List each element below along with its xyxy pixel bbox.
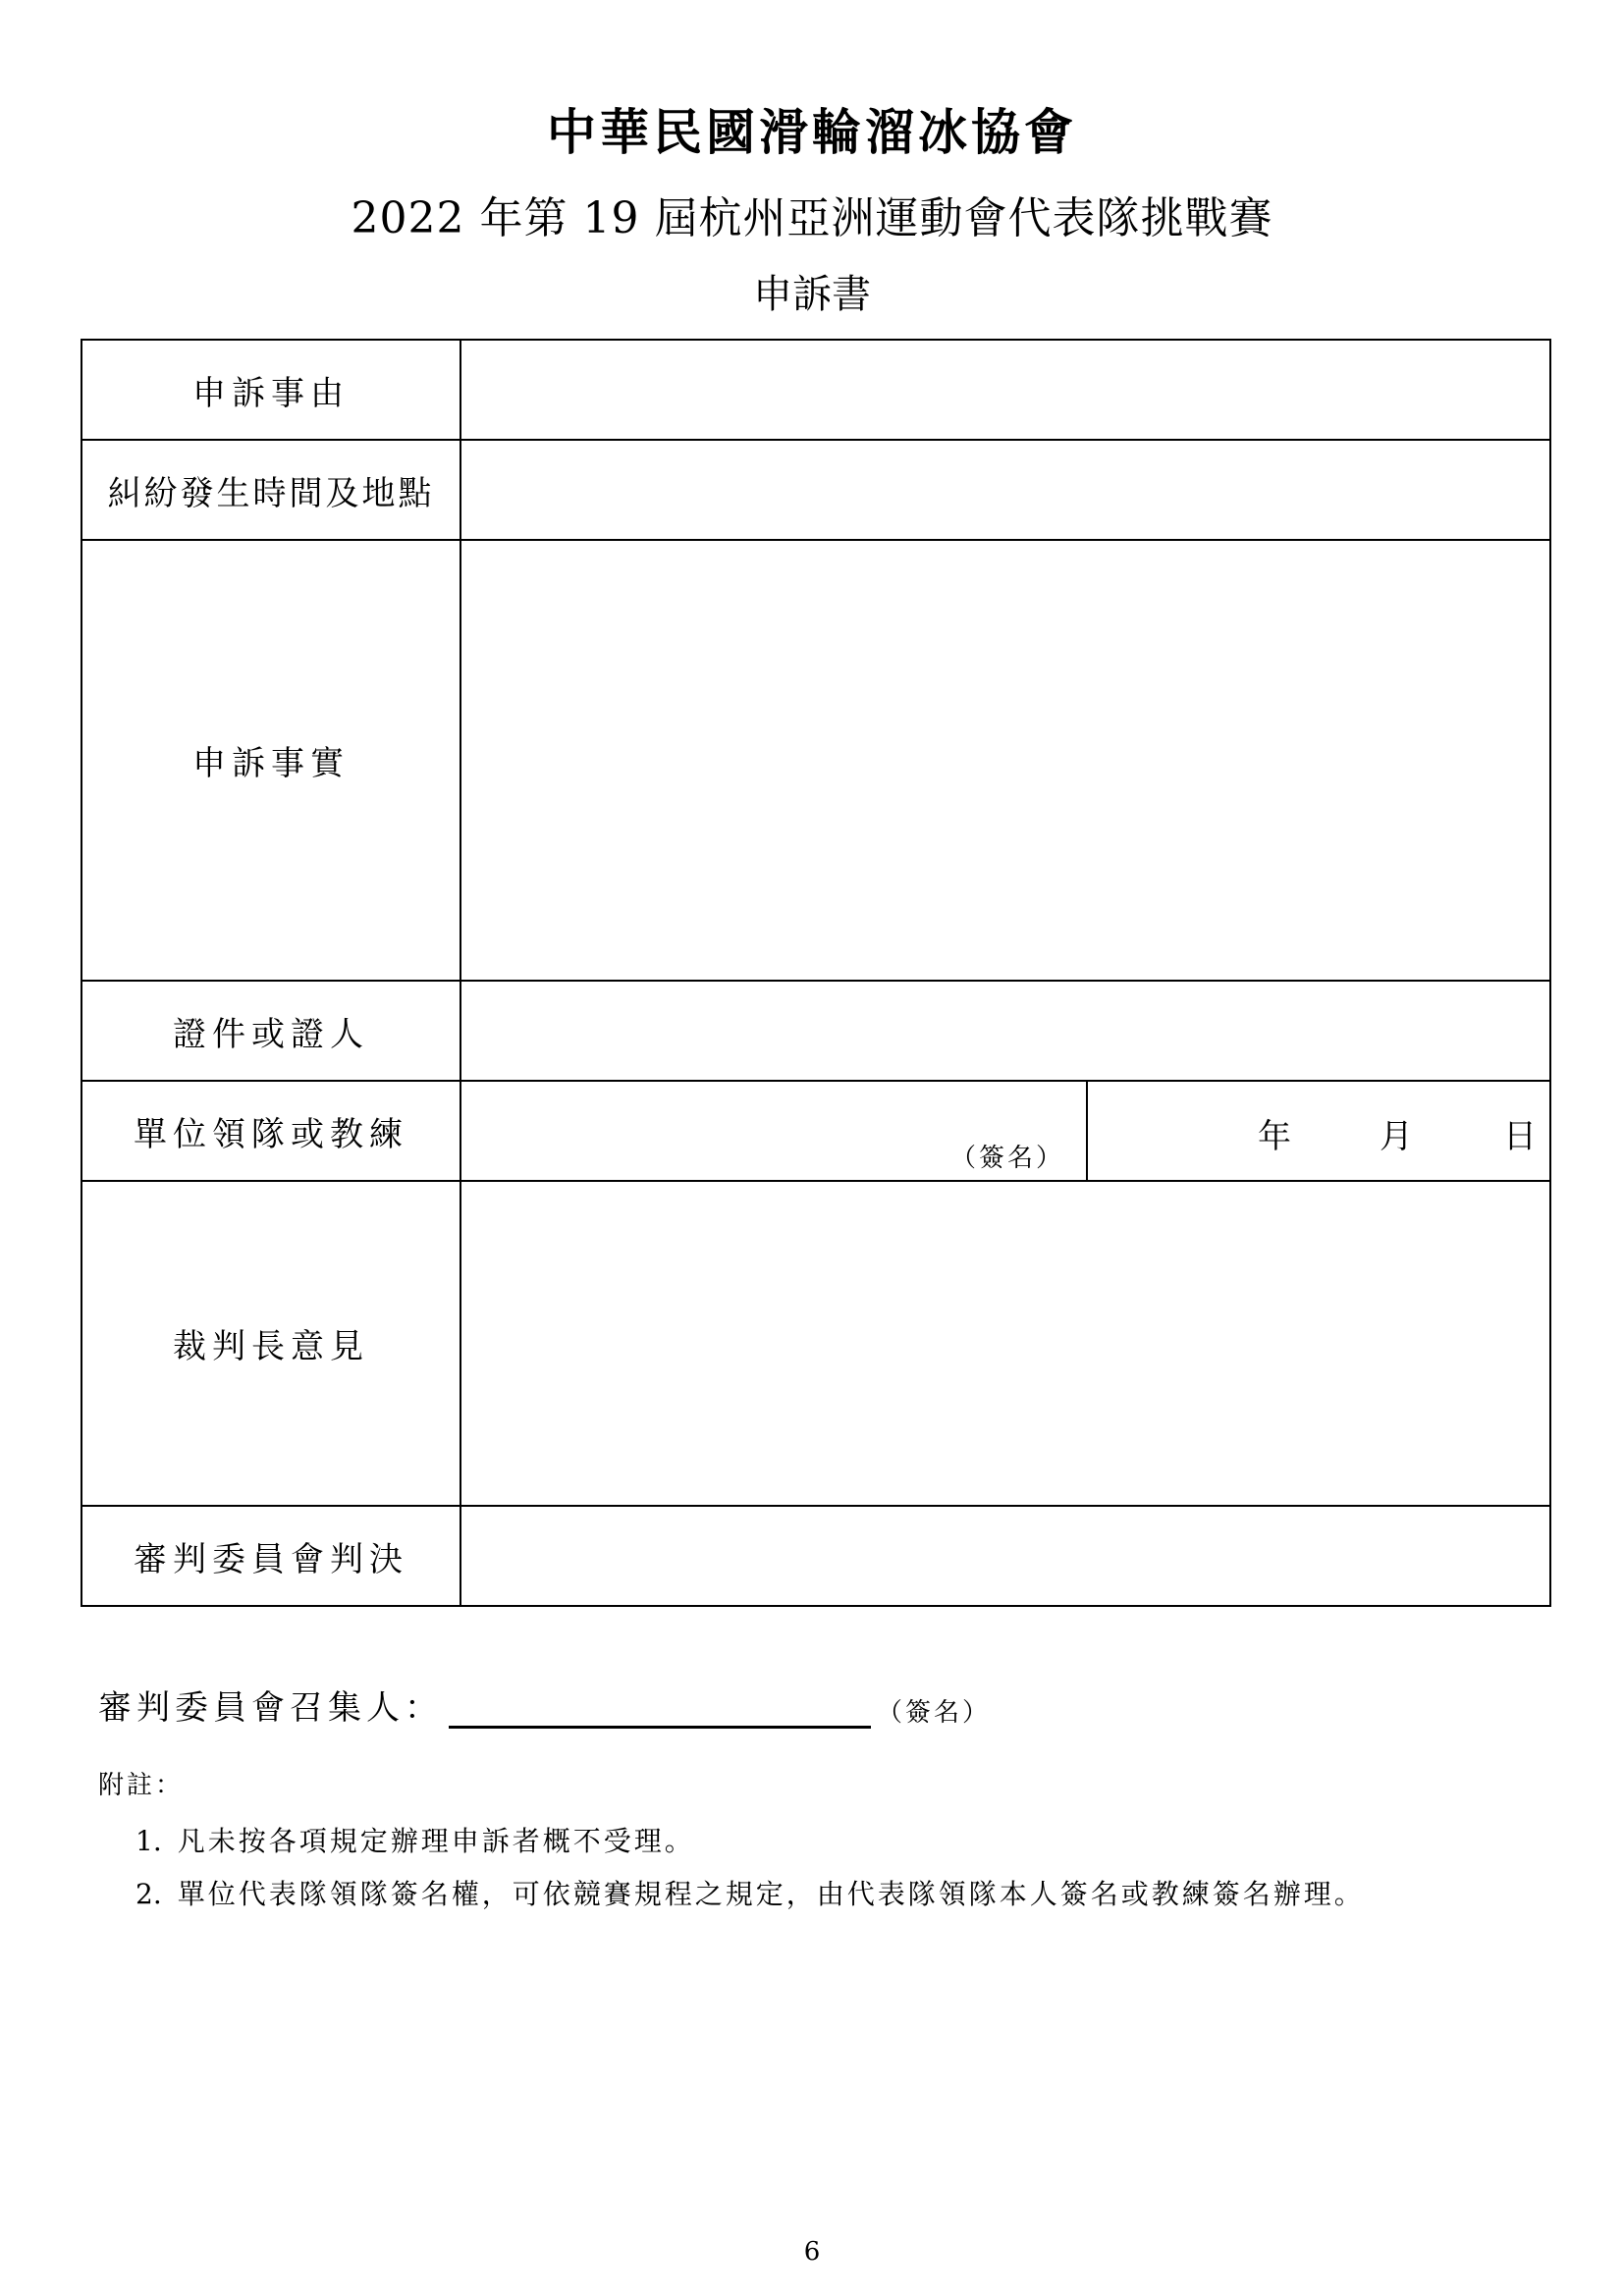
label-appeal-reason: 申訴事由 (81, 340, 460, 440)
field-dispute-time-place[interactable] (460, 440, 1550, 540)
row-team-leader (81, 1081, 1550, 1181)
date-month-label: 月 (1380, 1117, 1413, 1156)
field-date[interactable] (1087, 1081, 1550, 1181)
label-appeal-facts: 申訴事實 (81, 540, 460, 981)
page-number: 6 (803, 2237, 821, 2267)
field-appeal-facts[interactable] (460, 540, 1550, 981)
document-title: 申訴書 (753, 272, 871, 317)
row-appeal-reason (81, 340, 1550, 440)
convener-signature-line (98, 1681, 991, 1729)
organization-title: 中華民國滑輪溜冰協會 (547, 104, 1077, 161)
convener-signature-field[interactable] (449, 1692, 871, 1729)
label-dispute-time-place: 糾紛發生時間及地點 (81, 440, 460, 540)
field-evidence[interactable] (460, 981, 1550, 1081)
field-committee-decision[interactable] (460, 1506, 1550, 1606)
note-number: 1. (135, 1825, 162, 1857)
row-dispute-time-place (81, 440, 1550, 540)
note-item (135, 1820, 695, 1859)
label-referee-opinion: 裁判長意見 (81, 1181, 460, 1506)
note-number: 2. (135, 1878, 162, 1910)
event-title: 2022 年第 19 屆杭州亞洲運動會代表隊挑戰賽 (351, 193, 1273, 243)
row-committee-decision (81, 1506, 1550, 1606)
note-item (135, 1873, 1365, 1912)
appeal-form-table (81, 339, 1551, 1607)
label-evidence: 證件或證人 (81, 981, 460, 1081)
date-day-label: 日 (1503, 1117, 1537, 1156)
note-text: 凡未按各項規定辦理申訴者概不受理。 (177, 1825, 695, 1857)
field-leader-signature[interactable] (460, 1081, 1087, 1181)
convener-signature-note: （簽名） (877, 1698, 992, 1728)
row-referee-opinion (81, 1181, 1550, 1506)
label-team-leader: 單位領隊或教練 (81, 1081, 460, 1181)
convener-label: 審判委員會召集人： (98, 1688, 443, 1728)
field-appeal-reason[interactable] (460, 340, 1550, 440)
signature-note: （簽名） (949, 1144, 1064, 1173)
field-referee-opinion[interactable] (460, 1181, 1550, 1506)
notes-title: 附註： (98, 1771, 185, 1800)
date-year-label: 年 (1258, 1117, 1291, 1156)
row-appeal-facts (81, 540, 1550, 981)
label-committee-decision: 審判委員會判決 (81, 1506, 460, 1606)
row-evidence (81, 981, 1550, 1081)
note-text: 單位代表隊領隊簽名權，可依競賽規程之規定，由代表隊領隊本人簽名或教練簽名辦理。 (177, 1878, 1365, 1910)
